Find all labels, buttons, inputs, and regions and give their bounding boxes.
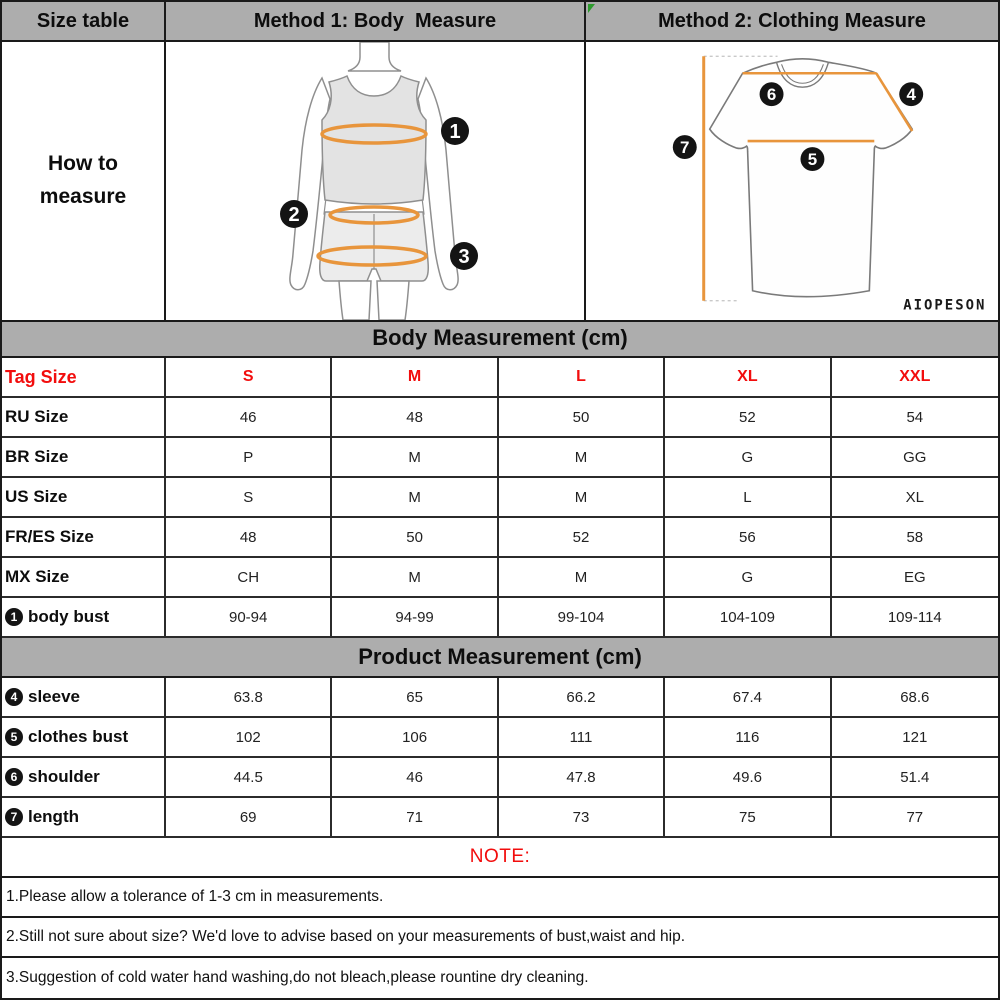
- how-to-measure-cell: [2, 42, 166, 322]
- row-label: [2, 598, 166, 638]
- note-item-1: 1.Please allow a tolerance of 1-3 cm in measurements.: [2, 878, 998, 918]
- tag-size-label: Tag Size: [2, 358, 166, 398]
- row-label-text: sleeve: [28, 687, 80, 706]
- size-table-heading: Size table: [2, 2, 166, 42]
- cell-value: 104-109: [665, 598, 831, 638]
- illustration-row: [2, 42, 998, 320]
- cell-value: M: [499, 558, 665, 598]
- cell-value: S: [166, 478, 332, 518]
- cell-value: 66.2: [499, 678, 665, 718]
- row-label: US Size: [2, 478, 166, 518]
- svg-text:1: 1: [449, 121, 461, 143]
- row-label: [2, 798, 166, 838]
- row-label: FR/ES Size: [2, 518, 166, 558]
- svg-text:7: 7: [680, 138, 690, 158]
- cell-value: M: [332, 438, 498, 478]
- tshirt-outline: [710, 59, 913, 297]
- row-label: [2, 678, 166, 718]
- circled-number-badge: 5: [5, 728, 23, 746]
- note-band: [2, 838, 998, 878]
- right-leg: [377, 281, 409, 320]
- cell-value: 58: [832, 518, 998, 558]
- cell-value: 67.4: [665, 678, 831, 718]
- product-measurement-title: Product Measurement (cm): [2, 638, 998, 678]
- size-col-l: L: [499, 358, 665, 398]
- brand-text: AIOPESON: [903, 297, 987, 314]
- cell-value: 56: [665, 518, 831, 558]
- svg-text:5: 5: [807, 150, 818, 170]
- table-row-clothes-bust: [2, 718, 998, 758]
- body-figure-illustration: [166, 42, 584, 320]
- cell-value: 63.8: [166, 678, 332, 718]
- cell-value: 106: [332, 718, 498, 758]
- row-label: [2, 718, 166, 758]
- body-measurement-title: Body Measurement (cm): [2, 320, 998, 358]
- marker-5: [800, 147, 824, 171]
- cell-value: 46: [166, 398, 332, 438]
- table-row-us-size: [2, 478, 998, 518]
- note-item-2: 2.Still not sure about size? We'd love to advise based on your measurements of bust,waist and hip.: [2, 918, 998, 958]
- table-row-length: [2, 798, 998, 838]
- table-row-shoulder: [2, 758, 998, 798]
- cell-value: G: [665, 438, 831, 478]
- cell-value: 71: [332, 798, 498, 838]
- table-row-body-bust: [2, 598, 998, 638]
- row-label: MX Size: [2, 558, 166, 598]
- cell-value: 54: [832, 398, 998, 438]
- tshirt-illustration: [586, 42, 998, 320]
- row-label-text: length: [28, 807, 79, 826]
- marker-3: [450, 242, 478, 270]
- how-to-measure-label: How to measure: [39, 152, 127, 208]
- circled-number-badge: 7: [5, 808, 23, 826]
- circled-number-badge: 1: [5, 608, 23, 626]
- cell-value: M: [332, 558, 498, 598]
- note-item-3: 3.Suggestion of cold water hand washing,do not bleach,please rountine dry cleaning.: [6, 969, 589, 986]
- cell-value: 47.8: [499, 758, 665, 798]
- marker-1: [441, 117, 469, 145]
- cell-value: XL: [832, 478, 998, 518]
- row-label-text: body bust: [28, 607, 110, 626]
- cell-value: 48: [332, 398, 498, 438]
- cell-value: GG: [832, 438, 998, 478]
- cell-value: 48: [166, 518, 332, 558]
- body-measure-illustration-cell: [166, 42, 586, 322]
- size-col-m: M: [332, 358, 498, 398]
- cell-value: 121: [832, 718, 998, 758]
- top-header-row: [2, 2, 998, 42]
- cell-value: 94-99: [332, 598, 498, 638]
- svg-text:3: 3: [458, 246, 470, 268]
- clothing-measure-illustration-cell: [586, 42, 998, 322]
- row-label: [2, 758, 166, 798]
- table-row-sleeve: [2, 678, 998, 718]
- cell-value: 52: [665, 398, 831, 438]
- cell-value: G: [665, 558, 831, 598]
- cell-value: M: [499, 438, 665, 478]
- cell-value: 73: [499, 798, 665, 838]
- size-col-xxl: XXL: [832, 358, 998, 398]
- cell-value: 65: [332, 678, 498, 718]
- cell-value: 111: [499, 718, 665, 758]
- table-row-fres-size: [2, 518, 998, 558]
- cell-value: M: [499, 478, 665, 518]
- cell-value: 109-114: [832, 598, 998, 638]
- method1-heading: Method 1: Body Measure: [166, 2, 586, 42]
- cell-value: CH: [166, 558, 332, 598]
- green-corner-flag: [588, 4, 595, 13]
- cell-value: 50: [499, 398, 665, 438]
- cell-value: L: [665, 478, 831, 518]
- row-label-text: shoulder: [28, 767, 100, 786]
- cell-value: M: [332, 478, 498, 518]
- cell-value: 90-94: [166, 598, 332, 638]
- cell-value: 50: [332, 518, 498, 558]
- cell-value: 51.4: [832, 758, 998, 798]
- note-title: NOTE:: [469, 846, 531, 867]
- size-col-s: S: [166, 358, 332, 398]
- cell-value: 49.6: [665, 758, 831, 798]
- cell-value: 75: [665, 798, 831, 838]
- left-leg: [339, 281, 371, 320]
- cell-value: P: [166, 438, 332, 478]
- method2-heading: Method 2: Clothing Measure: [586, 2, 998, 42]
- svg-text:4: 4: [906, 85, 916, 105]
- cell-value: 44.5: [166, 758, 332, 798]
- svg-text:6: 6: [766, 85, 777, 105]
- cell-value: EG: [832, 558, 998, 598]
- row-label: BR Size: [2, 438, 166, 478]
- marker-2: [280, 200, 308, 228]
- marker-4: [899, 82, 923, 106]
- marker-6: [760, 82, 784, 106]
- cell-value: 46: [332, 758, 498, 798]
- size-col-xl: XL: [665, 358, 831, 398]
- cell-value: 77: [832, 798, 998, 838]
- tag-size-header-row: [2, 358, 998, 398]
- cell-value: 116: [665, 718, 831, 758]
- table-row-br-size: [2, 438, 998, 478]
- cell-value: 102: [166, 718, 332, 758]
- cell-value: 69: [166, 798, 332, 838]
- svg-text:2: 2: [288, 204, 300, 226]
- circled-number-badge: 6: [5, 768, 23, 786]
- table-row-mx-size: [2, 558, 998, 598]
- circled-number-badge: 4: [5, 688, 23, 706]
- cell-value: 99-104: [499, 598, 665, 638]
- table-row-ru-size: [2, 398, 998, 438]
- row-label-text: clothes bust: [28, 727, 129, 746]
- neck: [348, 42, 401, 71]
- cell-value: 52: [499, 518, 665, 558]
- row-label: RU Size: [2, 398, 166, 438]
- cell-value: 68.6: [832, 678, 998, 718]
- marker-7: [673, 135, 697, 159]
